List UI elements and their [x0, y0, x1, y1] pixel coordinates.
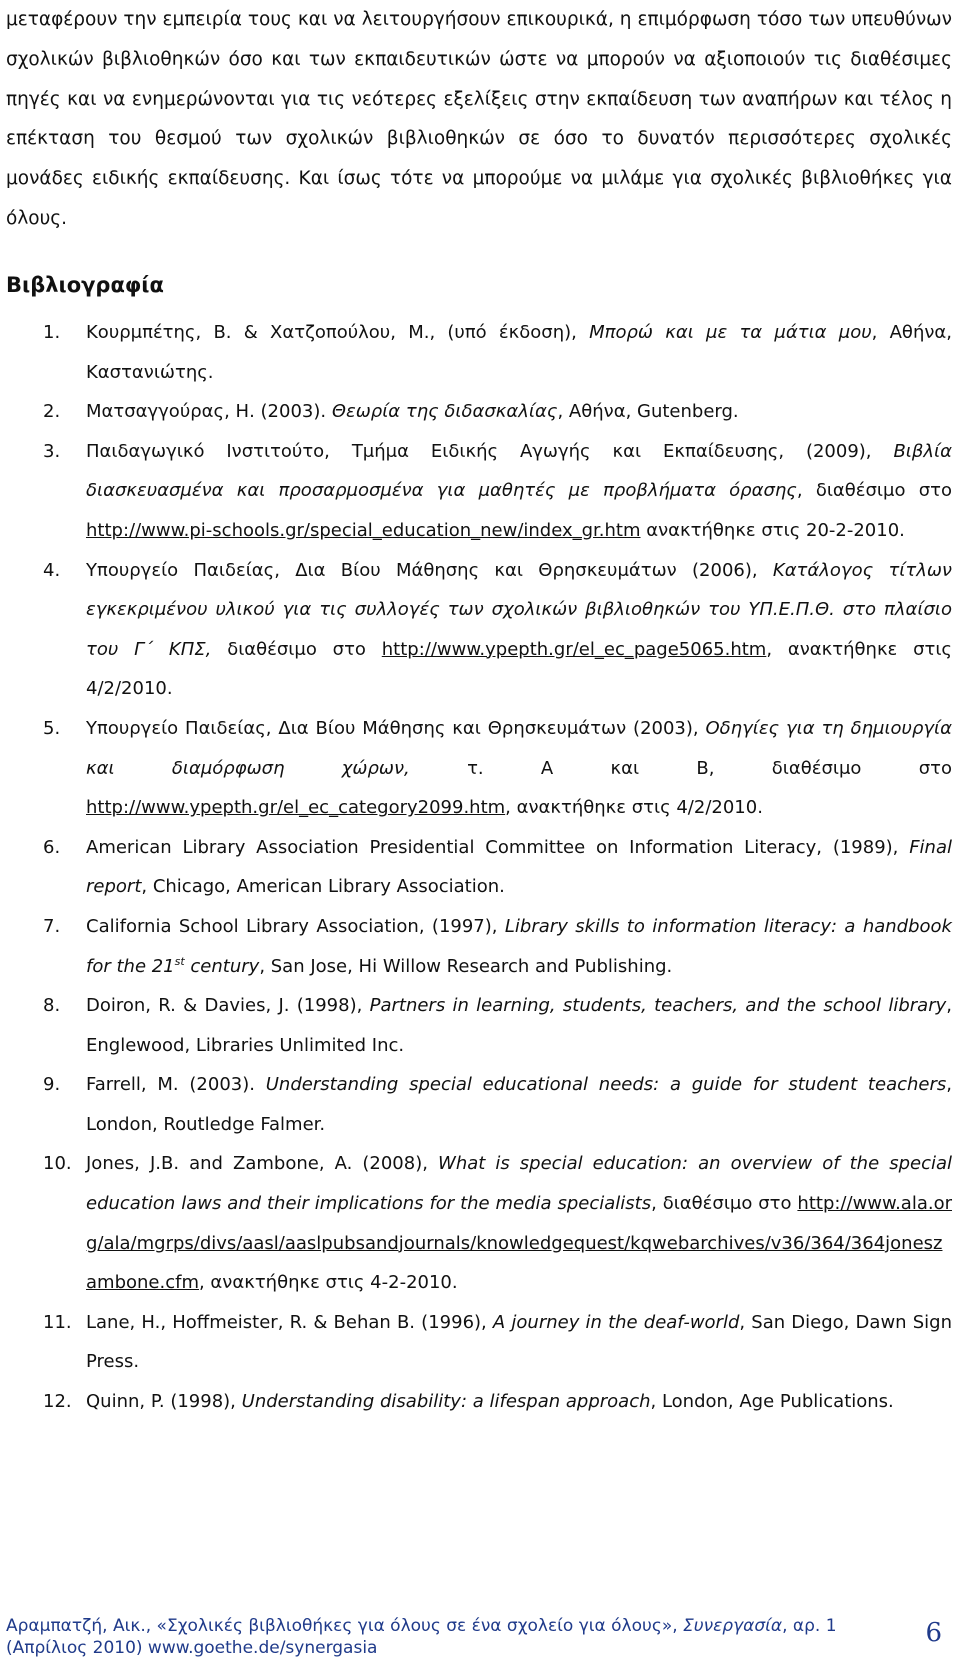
reference-title: Library skills to information literacy: a handbook for the 21st century — [86, 915, 952, 977]
reference-title: Final report — [86, 836, 952, 898]
reference-title: Κατάλογος τίτλων εγκεκριμένου υλικού για τις συλλογές των σχολικών βιβλιοθηκών του ΥΠ.Ε.Π.Θ. στο πλαίσιο του Γ΄ ΚΠΣ, — [86, 559, 952, 660]
reference-item: 2. Ματσαγγούρας, Η. (2003). Θεωρία της διδασκαλίας, Αθήνα, Gutenberg. — [0, 392, 952, 432]
reference-item: 12. Quinn, P. (1998), Understanding disability: a lifespan approach, London, Age Publications. — [0, 1382, 952, 1422]
reference-number: 1. — [43, 322, 61, 343]
footer-citation: Αραμπατζή, Αικ., «Σχολικές βιβλιοθήκες για όλους σε ένα σχολείο για όλους», Συνεργασία, αρ. 1 — [6, 1616, 837, 1636]
reference-number: 7. — [43, 915, 61, 937]
reference-title: What is special education: an overview of the special education laws and their implications for the media specialists — [86, 1153, 953, 1215]
reference-item: 9. Farrell, M. (2003). Understanding special educational needs: a guide for student teachers, London, Routledge Falmer. — [0, 1065, 952, 1144]
page-footer — [6, 1615, 946, 1659]
bibliography-heading: Βιβλιογραφία — [6, 273, 164, 297]
reference-item: 6. American Library Association Presidential Committee on Information Literacy, (1989), Final report, Chicago, American Library Association. — [0, 828, 952, 907]
reference-item: 1. Κουρμπέτης, Β. & Χατζοπούλου, Μ., (υπό έκδοση), Μπορώ και με τα μάτια μου, Αθήνα, Καστανιώτης. — [0, 313, 952, 392]
reference-title: Μπορώ και με τα μάτια μου — [589, 322, 872, 343]
reference-item: 8. Doiron, R. & Davies, J. (1998), Partners in learning, students, teachers, and the school library, Englewood, Libraries Unlimited Inc. — [0, 986, 952, 1065]
reference-item: 5. Υπουργείο Παιδείας, Δια Βίου Μάθησης και Θρησκευμάτων (2003), Οδηγίες για τη δημιουργία και διαμόρφωση χώρων, τ. Α και Β, διαθέσιμο στο http://www.ypepth.gr/el_ec_category2099.htm, ανακτήθηκε στις 4/2/2010. — [0, 709, 952, 828]
footer-issue: (Απρίλιος 2010) www.goethe.de/synergasia — [6, 1638, 378, 1658]
reference-number: 5. — [43, 717, 61, 739]
reference-item: 10. Jones, J.B. and Zambone, A. (2008), What is special education: an overview of the special education laws and their implications for the media specialists, διαθέσιμο στο http://www.ala.org/ala/mgrps/divs/aasl/aaslpubsandjournals/knowledgequest/kqwebarchives/v36/364/364joneszambone.cfm, ανακτήθηκε στις 4-2-2010. — [0, 1144, 952, 1302]
reference-title: Θεωρία της διδασκαλίας — [331, 401, 558, 423]
reference-number: 6. — [43, 836, 61, 858]
reference-item: 4. Υπουργείο Παιδείας, Δια Βίου Μάθησης και Θρησκευμάτων (2006), Κατάλογος τίτλων εγκεκριμένου υλικού για τις συλλογές των σχολικών βιβλιοθηκών του ΥΠ.Ε.Π.Θ. στο πλαίσιο του Γ΄ ΚΠΣ, διαθέσιμο στο http://www.ypepth.gr/el_ec_page5065.htm, ανακτήθηκε στις 4/2/2010. — [0, 551, 952, 709]
reference-number: 3. — [43, 440, 61, 462]
reference-number: 8. — [43, 995, 61, 1017]
reference-title: Understanding special educational needs: a guide for student teachers — [265, 1074, 947, 1096]
intro-paragraph: μεταφέρουν την εμπειρία τους και να λειτουργήσουν επικουρικά, η επιμόρφωση τόσο των υπευθύνων σχολικών βιβλιοθηκών όσο και των εκπαιδευτικών ώστε να μπορούν να αξιοποιούν τις διαθέσιμες πηγές και να ενημερώνονται για τις νεότερες εξελίξεις στην εκπαίδευση των αναπήρων και τέλος η επέκταση του θεσμού των σχολικών βιβλιοθηκών σε όσο το δυνατόν περισσότερες σχολικές μονάδες ειδικής εκπαίδευσης. Και ίσως τότε να μπορούμε να μιλάμε για σχολικές βιβλιοθήκες για όλους. — [6, 9, 952, 229]
reference-list — [0, 313, 952, 1422]
reference-title: Understanding disability: a lifespan approach — [241, 1391, 651, 1413]
reference-number: 10. — [43, 1153, 72, 1175]
reference-number: 12. — [43, 1391, 72, 1413]
reference-title: Οδηγίες για τη δημιουργία και διαμόρφωση χώρων, — [86, 717, 953, 779]
reference-link[interactable]: http://www.ypepth.gr/el_ec_category2099.htm — [86, 797, 506, 819]
reference-link[interactable]: http://www.ypepth.gr/el_ec_page5065.htm — [381, 638, 767, 660]
reference-title: Βιβλία διασκευασμένα και προσαρμοσμένα για μαθητές με προβλήματα όρασης — [86, 440, 952, 502]
page-number: 6 — [925, 1618, 942, 1648]
reference-link[interactable]: http://www.pi-schools.gr/special_education_new/index_gr.htm — [86, 519, 641, 541]
reference-title: Partners in learning, students, teachers, and the school library — [369, 995, 947, 1017]
footer-journal: Συνεργασία — [683, 1616, 783, 1636]
reference-number: 2. — [43, 401, 61, 423]
reference-link[interactable]: http://www.ala.org/ala/mgrps/divs/aasl/aaslpubsandjournals/knowledgequest/kqwebarchives/v36/364/364joneszambone.cfm — [86, 1193, 952, 1294]
reference-item: 7. California School Library Association, (1997), Library skills to information literacy: a handbook for the 21st century, San Jose, Hi Willow Research and Publishing. — [0, 907, 952, 986]
reference-item: 3. Παιδαγωγικό Ινστιτούτο, Τμήμα Ειδικής Αγωγής και Εκπαίδευσης, (2009), Βιβλία διασκευασμένα και προσαρμοσμένα για μαθητές με προβλήματα όρασης, διαθέσιμο στο http://www.pi-schools.gr/special_education_new/index_gr.htm ανακτήθηκε στις 20-2-2010. — [0, 432, 952, 551]
reference-number: 4. — [43, 559, 61, 581]
reference-number: 11. — [43, 1311, 72, 1333]
reference-number: 9. — [43, 1074, 61, 1096]
reference-title: A journey in the deaf-world — [492, 1311, 740, 1333]
reference-item: 11. Lane, H., Hoffmeister, R. & Behan B. (1996), A journey in the deaf-world, San Diego, Dawn Sign Press. — [0, 1303, 952, 1382]
